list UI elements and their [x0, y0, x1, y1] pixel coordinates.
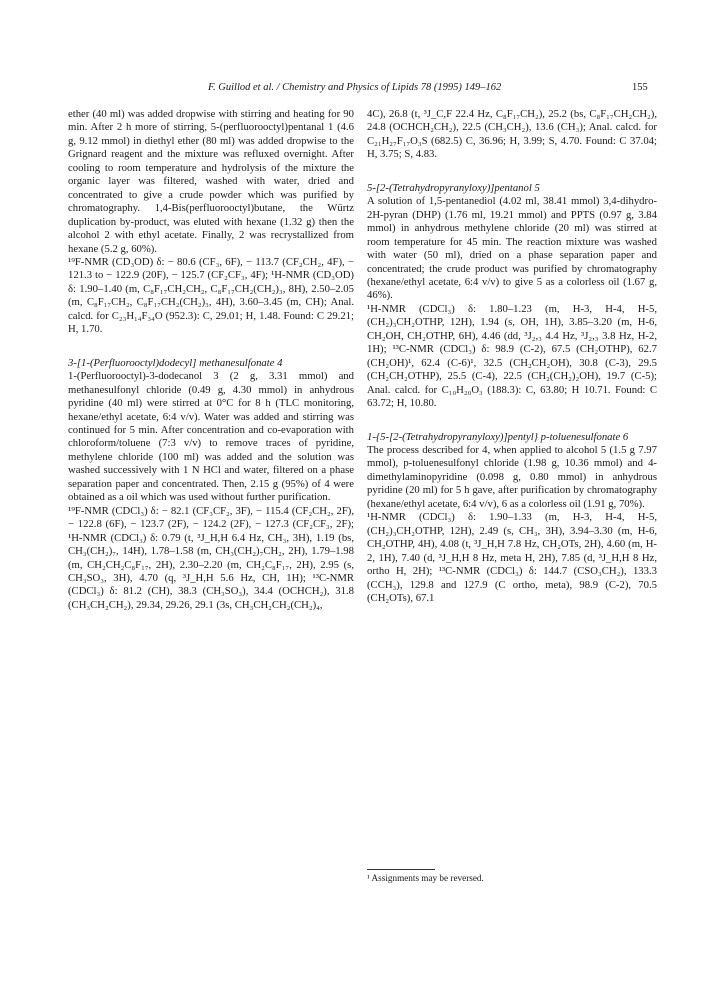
right-column — [367, 108, 657, 605]
footnote-rule — [367, 869, 435, 870]
paragraph-compound-2-nmr: ¹⁹F-NMR (CD₃OD) δ: − 80.6 (CF₃, 6F), − 113.7 (CF₂CH₂, 4F), − 121.3 to − 122.9 (20F), − 125.7 (CF₂CF₃, 4F); ¹H-NMR (CD₃OD) δ: 1.90–1.40 (m, C₈F₁₇CH₂CH₂, C₈F₁₇CH₂(CH₂)₃, 8H), 2.50–2.05 (m, C₈F₁₇CH₂, C₈F₁₇CH₂(CH₂)₃, 4H), 3.60–3.45 (m, CH); Anal. calcd. for C₂₃H₁₄F₃₄O (952.3): C, 29.01; H, 1.48. Found: C 29.21; H, 1.70. — [68, 255, 354, 336]
section-title-compound-5: 5-[2-(Tetrahydropyranyloxy)]pentanol 5 — [367, 181, 540, 194]
paragraph-compound-6-procedure: The process described for 4, when applied to alcohol 5 (1.5 g 7.97 mmol), p-toluenesulfonyl chloride (1.98 g, 10.36 mmol) and 4-dimethylaminopyridine (0.098 g, 0.80 mmol) in anhydrous pyridine (20 ml) for 5 h gave, after purification by chromatography (hexane/ethyl acetate, 6:4 v/v), 6 as a colorless oil (1.91 g, 70%). — [367, 443, 657, 510]
footnote: ¹ Assignments may be reversed. — [367, 873, 484, 883]
left-column — [68, 108, 354, 612]
page-number: 155 — [632, 82, 648, 93]
section-title-compound-6: 1-{5-[2-(Tetrahydropyranyloxy)]pentyl} p-toluenesulfonate 6 — [367, 430, 629, 443]
paragraph-compound-4-procedure: 1-(Perfluorooctyl)-3-dodecanol 3 (2 g, 3.31 mmol) and methanesulfonyl chloride (0.49 g, 4.30 mmol) in anhydrous pyridine (40 ml) were stirred at 0°C for 8 h (TLC monitoring, hexane/ethyl acetate, 6:4 v/v). Water was added and stirring was continued for 5 min. After concentration and co-evaporation with chloroform/toluene (7:3 v/v) to remove traces of pyridine, methylene chloride (100 ml) was added and the solution was washed successively with 1 N HCl and water, filtered on a phase separation paper and concentrated. Then, 2.15 g (95%) of 4 were obtained as a oil which was used without further purification. — [68, 370, 354, 504]
paragraph-grignard-procedure: ether (40 ml) was added dropwise with stirring and heating for 90 min. After 2 h more of stirring, 5-(perfluorooctyl)pentanal 1 (4.6 g, 9.12 mmol) in diethyl ether (80 ml) was added dropwise to the Grignard reagent and the mixture was refluxed overnight. After cooling to room temperature and hydrolysis of the mixture the organic layer was filtered, washed with water, dried and concentrated to give a crude powder which was purified by chromatography. 1,4-Bis(perfluorooctyl)butane, the Würtz duplication by-product, was eluted with hexane (1.32 g) then the alcohol 2 with ethyl acetate. Finally, 2 was recrystallized from hexane (5.2 g, 60%). — [68, 108, 354, 255]
paragraph-compound-6-nmr: ¹H-NMR (CDCl₃) δ: 1.90–1.33 (m, H-3, H-4, H-5, (CH₂)₃CH₂OTHP, 12H), 2.49 (s, CH₃, 3H), 3.94–3.30 (m, H-6, CH₂OTHP, 4H), 4.08 (t, ³J_H,H 7.8 Hz, CH₂OTs, 2H), 4.60 (m, H-2, 1H), 7.40 (d, ³J_H,H 8 Hz, meta H, 2H), 7.85 (d, ³J_H,H 8 Hz, ortho H, 2H); ¹³C-NMR (CDCl₃) δ: 144.7 (CSO₃CH₂), 133.3 (CCH₃), 129.8 and 127.9 (C ortho, meta), 98.9 (C-2), 70.5 (CH₂OTs), 67.1 — [367, 511, 657, 604]
paragraph-compound-4-nmr: ¹⁹F-NMR (CDCl₃) δ: − 82.1 (CF₃CF₂, 3F), − 115.4 (CF₂CH₂, 2F), − 122.8 (6F), − 123.7 (2F), − 124.2 (2F), − 127.3 (CF₂CF₃, 2F); ¹H-NMR (CDCl₃) δ: 0.79 (t, ³J_H,H 6.4 Hz, CH₃, 3H), 1.19 (bs, CH₃(CH₂)₇, 14H), 1.78–1.58 (m, CH₃(CH₂)₇CH₂, 2H), 1.79–1.98 (m, CH₂CH₂C₈F₁₇, 2H), 2.30–2.20 (m, CH₂C₈F₁₇, 2H), 2.95 (s, CH₃SO₃, 3H), 4.70 (q, ³J_H,H 5.6 Hz, CH, 1H); ¹³C-NMR (CDCl₃) δ: 81.2 (CH), 38.3 (CH₃SO₃), 34.4 (OCHCH₂), 31.8 (CH₃CH₂CH₂), 29.34, 29.26, 29.1 (3s, CH₃CH₂CH₂(CH₂)₄, — [68, 504, 354, 611]
section-title-compound-4: 3-[1-(Perfluorooctyl)dodecyl] methanesulfonate 4 — [68, 356, 283, 369]
paragraph-compound-4-analysis: 4C), 26.8 (t, ³J_C,F 22.4 Hz, C₈F₁₇CH₂), 25.2 (bs, C₈F₁₇CH₂CH₂), 24.8 (OCHCH₂CH₂), 22.5 (CH₃CH₂), 13.6 (CH₃); Anal. calcd. for C₂₁H₂₇F₁₇O₃S (682.5) C, 36.96; H, 3.99; S, 4.70. Found: C 37.04; H, 3.75; S, 4.83. — [367, 108, 657, 161]
running-head: F. Guillod et al. / Chemistry and Physics of Lipids 78 (1995) 149–162 — [208, 82, 502, 93]
paragraph-compound-5-nmr: ¹H-NMR (CDCl₃) δ: 1.80–1.23 (m, H-3, H-4, H-5, (CH₂)₃CH₂OTHP, 12H), 1.94 (s, OH, 1H), 3.85–3.20 (m, H-6, CH₂OH, CH₂OTHP, 6H), 4.46 (dd, ³J₂,₃ 4.4 Hz, ³J₂,₃ 3.8 Hz, H-2, 1H); ¹³C-NMR (CDCl₃) δ: 98.9 (C-2), 67.5 (CH₂OTHP), 62.7 (CH₂OH)¹, 62.4 (C-6)¹, 32.5 (CH₂CH₂OH), 30.8 (C-3), 29.5 (CH₂CH₂OTHP), 25.5 (C-4), 22.5 (CH₂(CH₂)₂OH), 19.7 (C-5); Anal. calcd. for C₁₀H₂₀O₃ (188.3): C, 63.80; H 10.71. Found: C 63.72; H, 10.80. — [367, 302, 657, 410]
page-header — [0, 82, 720, 98]
paragraph-compound-5-procedure: A solution of 1,5-pentanediol (4.02 ml, 38.41 mmol) 3,4-dihydro-2H-pyran (DHP) (1.76 ml, 19.21 mmol) and PPTS (0.97 g, 3.84 mmol) in anhydrous methylene chloride (20 ml) was stirred at room temperature for 45 min. The reaction mixture was washed with water (50 ml), dried on a phase separation paper and concentrated; the crude product was purified by chromatography (hexane/ethyl acetate, 6:4 v/v) to give 5 as a colorless oil (1.67 g, 46%). — [367, 195, 657, 302]
